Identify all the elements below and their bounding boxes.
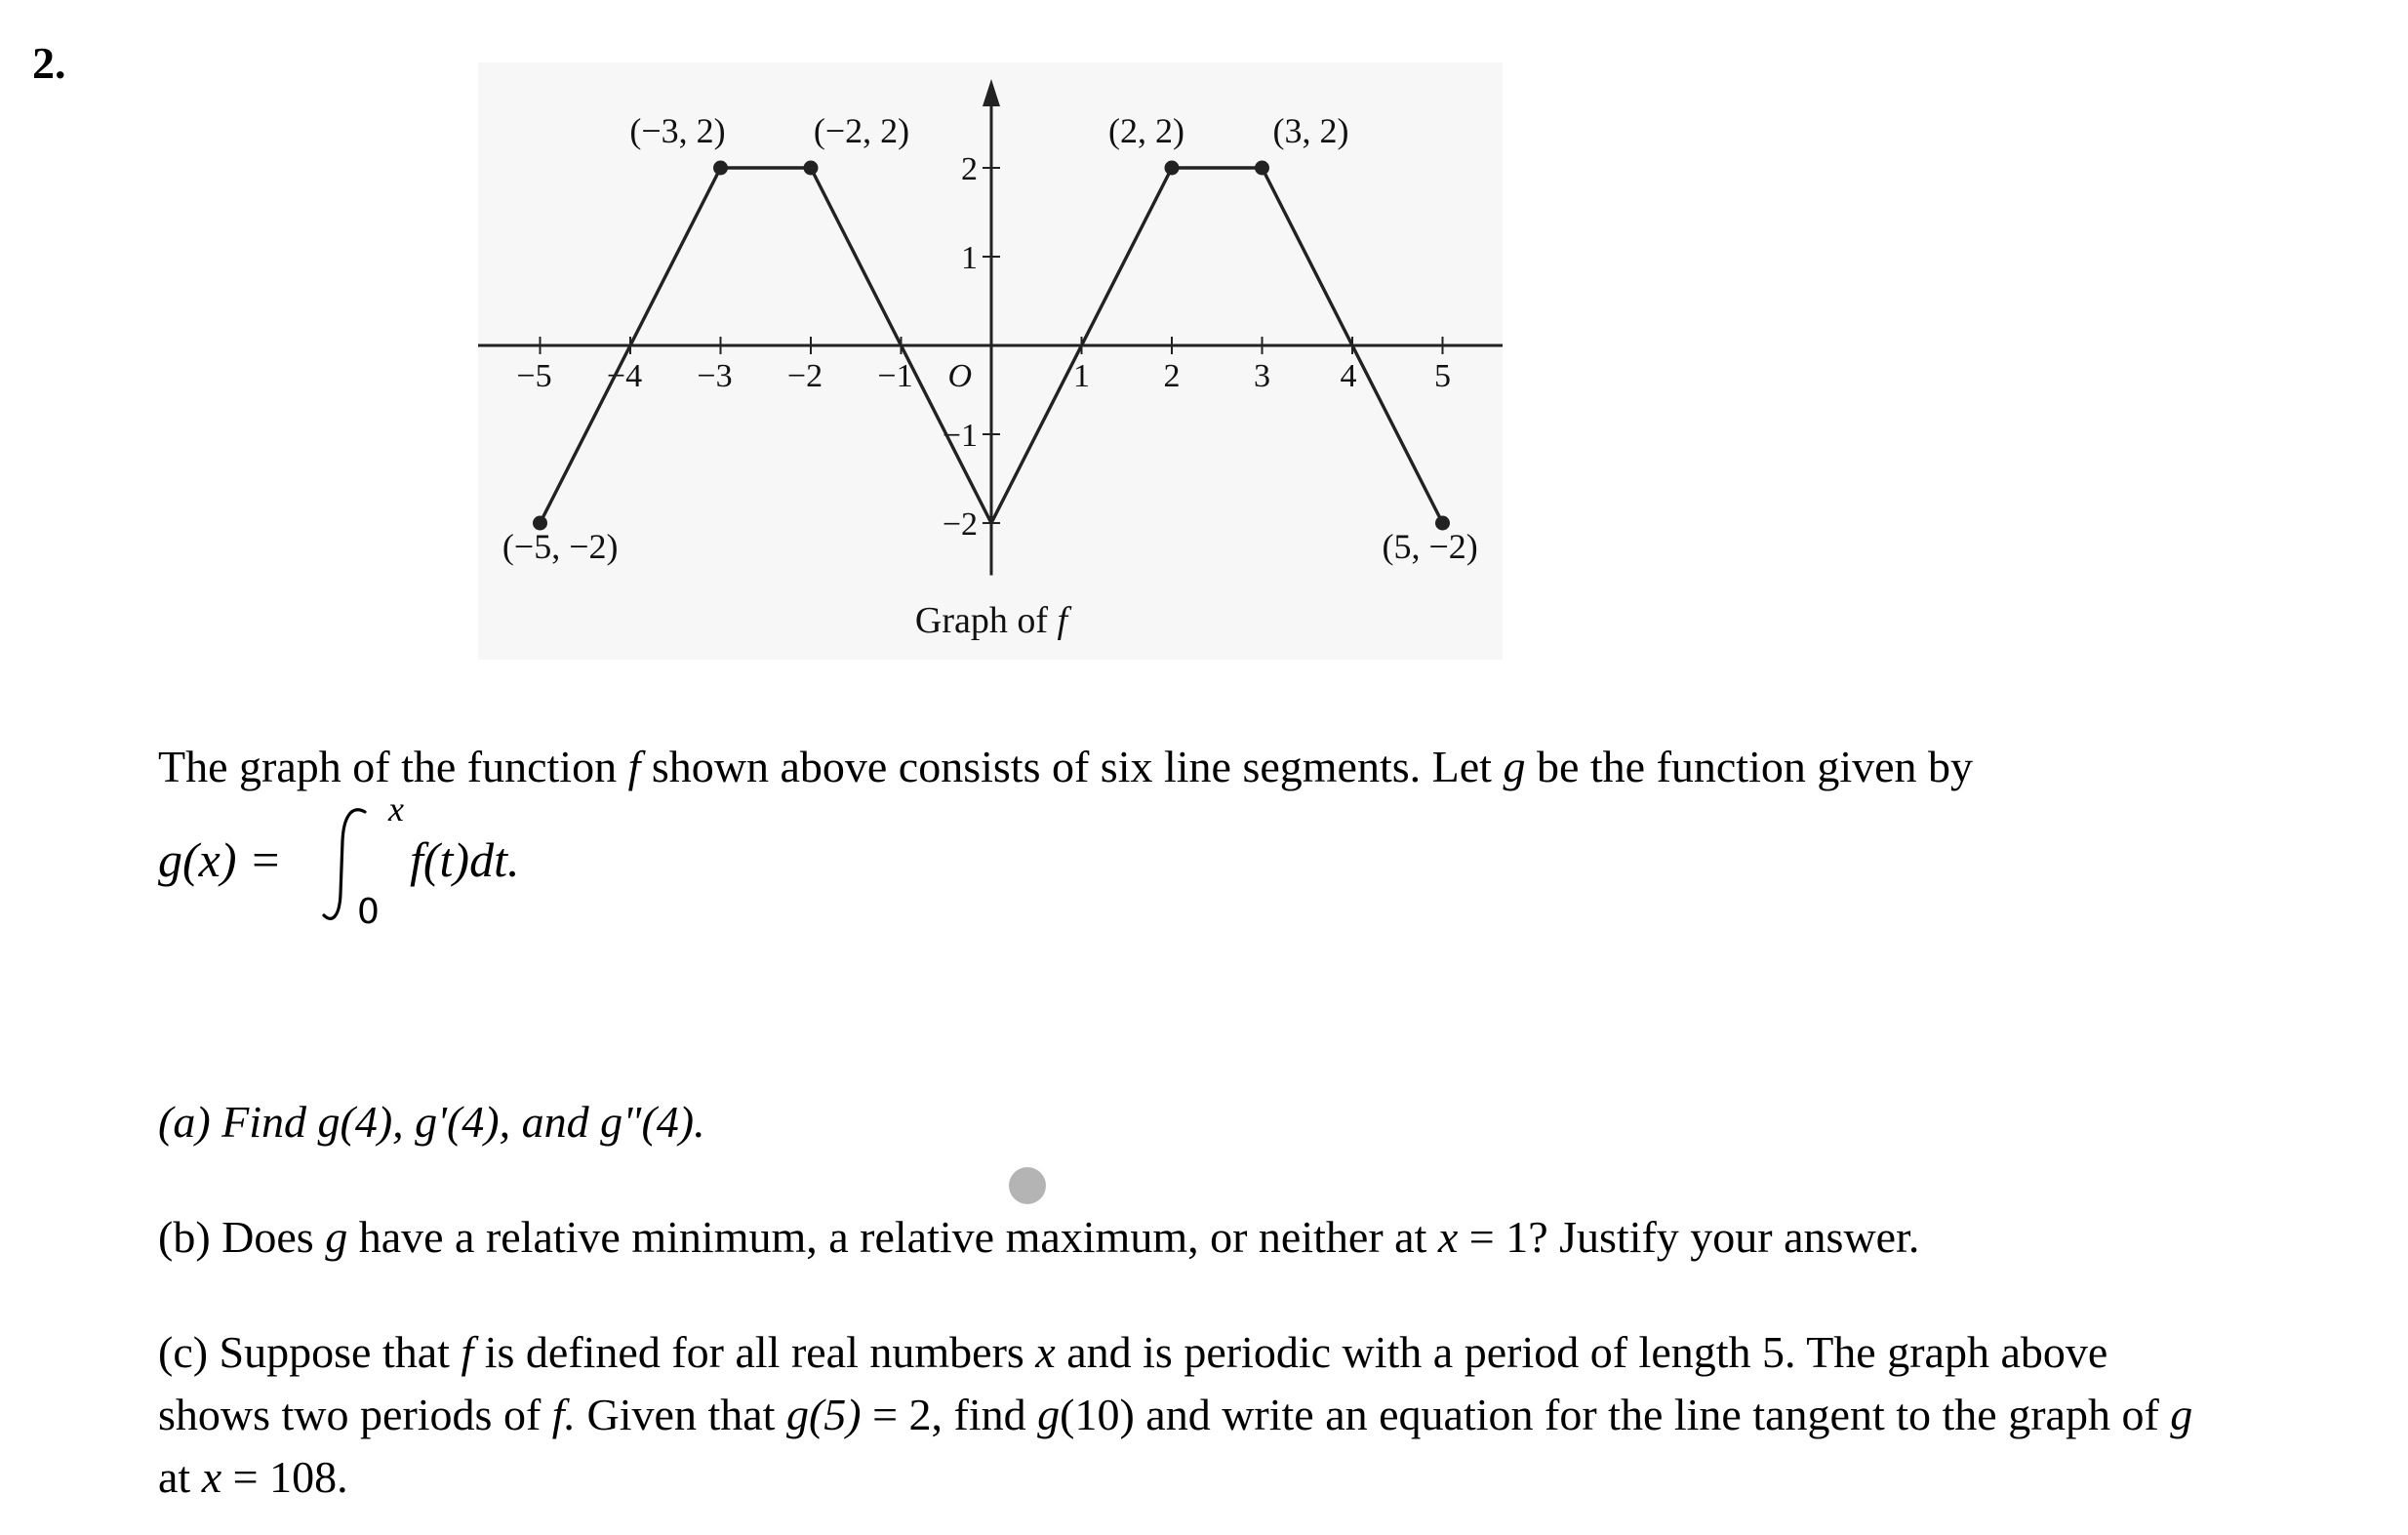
data-point	[713, 161, 728, 176]
part-c-text-9: = 108.	[221, 1452, 348, 1502]
part-b-text-2: have a relative minimum, a relative maximum, or neither at	[347, 1212, 1438, 1262]
part-c-text-4: shows two periods of	[158, 1390, 552, 1439]
integral-upper-limit: x	[388, 789, 404, 828]
x-tick-label: 1	[1073, 358, 1090, 394]
intro-text-2: shown above consists of six line segments. Let	[640, 742, 1504, 791]
part-c-g: g	[1037, 1390, 1061, 1439]
intro-text-1: The graph of the function	[158, 742, 628, 791]
x-tick-label: −5	[516, 358, 552, 394]
intro-paragraph	[158, 736, 1973, 798]
part-c-text-5: Given that	[576, 1390, 786, 1439]
x-tick-label: 2	[1163, 358, 1181, 394]
x-tick-label: 4	[1340, 358, 1357, 394]
part-a: (a) Find g(4), g'(4), and g"(4).	[158, 1097, 705, 1147]
y-tick-label: −1	[942, 418, 978, 454]
y-tick-label: 1	[961, 240, 978, 276]
part-c-line-3	[158, 1446, 348, 1509]
formula-lhs: g(x) =	[158, 832, 282, 887]
data-point	[1255, 161, 1269, 176]
point-label: (2, 2)	[1108, 111, 1184, 150]
intro-g: g	[1503, 742, 1526, 791]
problem-number: 2.	[32, 38, 66, 88]
part-c-f2: f.	[551, 1390, 577, 1439]
x-tick-label: 5	[1434, 358, 1451, 394]
point-label: (−3, 2)	[629, 111, 726, 150]
point-label: (3, 2)	[1272, 111, 1349, 150]
chart-title: Graph of f	[914, 600, 1068, 641]
part-b-text-3: = 1? Justify your answer.	[1458, 1212, 1920, 1262]
x-tick-label: −4	[606, 358, 643, 394]
x-tick-label: −2	[786, 358, 823, 394]
point-label: (5, −2)	[1382, 527, 1478, 566]
intro-text-3: be the function given by	[1525, 742, 1974, 791]
part-c-text-3: and is periodic with a period of length 5. The graph above	[1055, 1327, 2108, 1377]
point-label: (−2, 2)	[813, 111, 910, 150]
y-tick-label: −2	[942, 506, 978, 543]
x-tick-label: −3	[697, 358, 733, 394]
graph-of-f	[478, 62, 1503, 660]
data-point	[804, 161, 819, 176]
integral-lower-limit: 0	[357, 892, 380, 932]
part-c-text-6: = 2, find	[861, 1390, 1038, 1439]
y-tick-label: 2	[961, 151, 978, 187]
part-b	[158, 1206, 1919, 1269]
x-tick-label: 3	[1254, 358, 1270, 394]
part-c-line-2	[158, 1384, 2192, 1446]
part-b-g: g	[325, 1212, 348, 1262]
part-c-line-1	[158, 1321, 2107, 1384]
part-c-g5: g(5)	[785, 1390, 862, 1439]
part-c-f: f	[461, 1327, 474, 1377]
x-tick-label: −1	[877, 358, 913, 394]
data-point	[1165, 161, 1180, 176]
part-c-x2: x	[201, 1452, 222, 1502]
cursor-dot	[1009, 1167, 1046, 1204]
origin-label: O	[947, 358, 972, 394]
intro-f: f	[627, 742, 641, 791]
part-c-text-8: at	[158, 1452, 202, 1502]
part-b-text-1: (b) Does	[158, 1212, 326, 1262]
part-b-x: x	[1437, 1212, 1459, 1262]
part-c-text-7: (10) and write an equation for the line tangent to the graph of	[1060, 1390, 2171, 1439]
point-label: (−5, −2)	[502, 527, 619, 566]
part-c-text-1: (c) Suppose that	[158, 1327, 462, 1377]
part-c-g2: g	[2170, 1390, 2193, 1439]
y-axis-arrow	[983, 79, 1000, 106]
part-c-x: x	[1035, 1327, 1056, 1377]
part-c-text-2: is defined for all real numbers	[473, 1327, 1036, 1377]
formula-integrand: f(t)dt.	[410, 832, 520, 887]
